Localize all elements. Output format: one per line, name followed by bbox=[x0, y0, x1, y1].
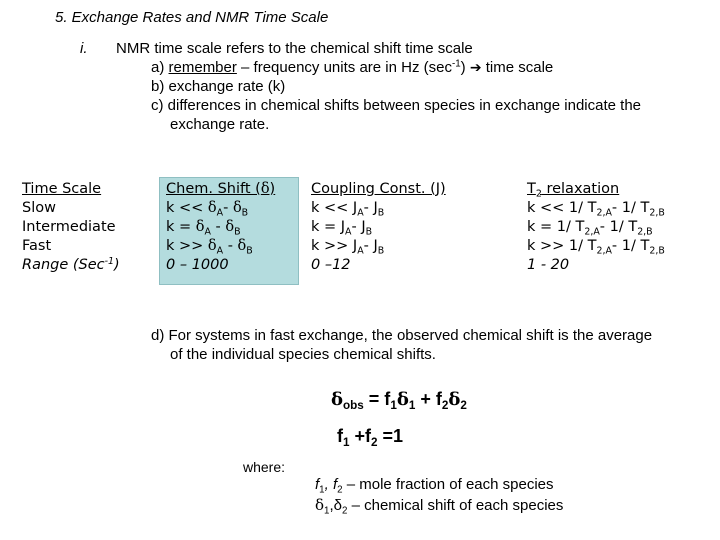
col-coupling-header: Coupling Const. (J) bbox=[311, 181, 446, 197]
t2-range: 1 - 20 bbox=[527, 257, 570, 273]
col-time-scale bbox=[22, 180, 120, 275]
average-shift-equation: $\delta_{obs} = f_1\delta_1 + f_2\delta_2$ bbox=[331, 389, 467, 413]
mole-fraction-sum-equation: $f_1 +f_2 =1$ bbox=[337, 426, 404, 450]
point-d-line2: of the individual species chemical shifts. bbox=[170, 346, 436, 363]
right-arrow-icon: ➔ bbox=[469, 60, 482, 76]
col-t2-relaxation bbox=[527, 180, 665, 275]
point-d-line1: d) For systems in fast exchange, the observed chemical shift is the average bbox=[151, 327, 653, 344]
point-numeral: i. bbox=[80, 40, 88, 57]
chem-shift-intermediate: $k = \delta_A - \delta_B$ bbox=[166, 219, 241, 238]
range-label: Range (Sec$^{-1}$) bbox=[22, 255, 120, 273]
t2-fast: k >> 1/ $T_{2,A}-$ 1/ $T_{2,B}$ bbox=[527, 238, 665, 257]
row-fast: Fast bbox=[22, 238, 52, 254]
coupling-range: 0 –12 bbox=[311, 257, 351, 273]
col-t2-header: $T_2$ relaxation bbox=[527, 181, 620, 200]
row-slow: Slow bbox=[22, 200, 56, 216]
where-line-mole-fraction: $f_1$, $f_2$ – mole fraction of each species bbox=[315, 476, 554, 496]
point-a: a) remember – frequency units are in Hz $(\sec^{-1})$ ➔ time scale bbox=[151, 58, 554, 76]
coupling-fast: $k >> J_A-$ $J_B$ bbox=[311, 238, 385, 257]
chem-shift-slow: $k << \delta_A-$ $\delta_B$ bbox=[166, 200, 249, 219]
section-heading: 5. Exchange Rates and NMR Time Scale bbox=[55, 9, 329, 26]
point-i-text: NMR time scale refers to the chemical shift time scale bbox=[116, 40, 473, 57]
chem-shift-fast: $k >> \delta_A - \delta_B$ bbox=[166, 238, 253, 257]
coupling-slow: $k << J_A-$ $J_B$ bbox=[311, 200, 385, 219]
col-chem-shift bbox=[166, 180, 275, 275]
point-c-line1: c) differences in chemical shifts between species in exchange indicate the bbox=[151, 97, 641, 114]
chem-shift-range: 0 – 1000 bbox=[166, 257, 229, 273]
where-line-chemical-shift: $\delta_1,\delta_2$ – chemical shift of each species bbox=[315, 496, 564, 517]
point-b: b) exchange rate (k) bbox=[151, 78, 286, 95]
point-c-line2: exchange rate. bbox=[170, 116, 270, 133]
col-chem-shift-header: Chem. Shift (δ) bbox=[166, 181, 276, 197]
t2-slow: k << 1/ $T_{2,A}-$ 1/ $T_{2,B}$ bbox=[527, 200, 665, 219]
remember-word: remember bbox=[168, 59, 237, 76]
row-intermediate: Intermediate bbox=[22, 219, 116, 235]
t2-intermediate: k = 1/ $T_{2,A}-$ 1/ $T_{2,B}$ bbox=[527, 219, 653, 238]
col-coupling-const bbox=[311, 180, 446, 275]
col-time-scale-header: Time Scale bbox=[22, 181, 102, 197]
coupling-intermediate: $k = J_A-$ $J_B$ bbox=[311, 219, 373, 238]
where-label: where: bbox=[243, 459, 286, 475]
